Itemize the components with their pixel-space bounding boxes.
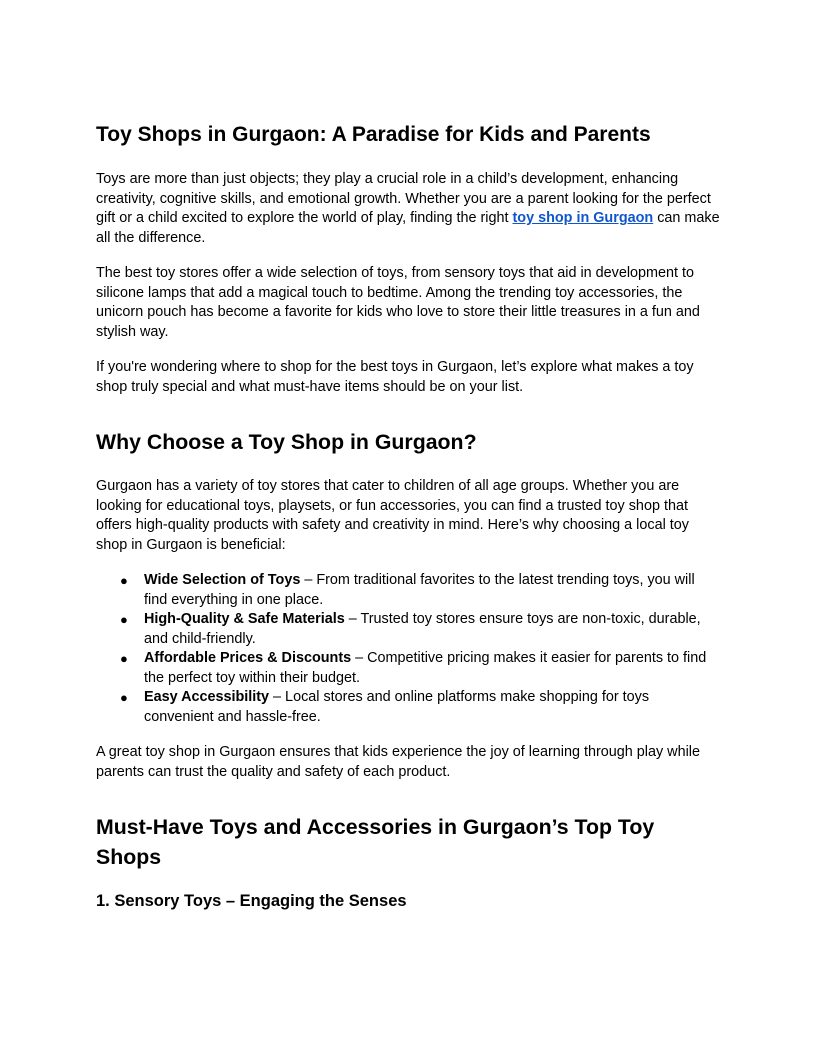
section-heading-why: Why Choose a Toy Shop in Gurgaon? (96, 430, 477, 454)
intro-text-after-link: can make all the difference. (96, 210, 720, 246)
list-item-text: – From traditional favorites to the latest trending toys, you will find everything in one place. (144, 572, 695, 608)
bullet-icon: ● (120, 612, 128, 627)
list-item (120, 610, 720, 649)
list-item (120, 571, 720, 610)
list-item-title: Affordable Prices & Discounts (144, 650, 352, 666)
intro-paragraph-1 (96, 170, 720, 248)
list-item-title: High-Quality & Safe Materials (144, 611, 345, 627)
bullet-icon: ● (120, 690, 128, 705)
intro-paragraph-3: If you're wondering where to shop for the best toys in Gurgaon, let’s explore what makes a toy shop truly special and what must-have items should be on your list. (96, 359, 694, 395)
list-item (120, 649, 720, 688)
list-item-text: – Competitive pricing makes it easier for parents to find the perfect toy within their budget. (144, 650, 707, 686)
list-item-title: Wide Selection of Toys (144, 572, 301, 588)
benefits-list (120, 571, 720, 727)
toy-shop-link[interactable]: toy shop in Gurgaon (512, 210, 654, 226)
document-content (96, 112, 720, 912)
why-paragraph-1: Gurgaon has a variety of toy stores that cater to children of all age groups. Whether you are looking for educational toys, playsets, or fun accessories, you can find a trusted toy shop that offers high-quality products with safety and creativity in mind. Here’s why choosing a local toy shop in Gurgaon is beneficial: (96, 478, 689, 553)
list-item (120, 688, 720, 727)
subheading-sensory-toys: 1. Sensory Toys – Engaging the Senses (96, 892, 407, 910)
section-heading-musthave: Must-Have Toys and Accessories in Gurgaon’s Top Toy Shops (96, 815, 655, 869)
list-item-title: Easy Accessibility (144, 689, 270, 705)
list-item-text: – Local stores and online platforms make shopping for toys convenient and hassle-free. (144, 689, 650, 725)
why-paragraph-2: A great toy shop in Gurgaon ensures that kids experience the joy of learning through play while parents can trust the quality and safety of each product. (96, 744, 700, 780)
bullet-icon: ● (120, 651, 128, 666)
page-title: Toy Shops in Gurgaon: A Paradise for Kids and Parents (96, 123, 651, 146)
intro-text-before-link: Toys are more than just objects; they play a crucial role in a child’s development, enhancing creativity, cognitive skills, and emotional growth. Whether you are a parent looking for the perfect gift or a child excited to explore the world of play, finding the right (96, 171, 711, 226)
bullet-icon: ● (120, 573, 128, 588)
intro-paragraph-2: The best toy stores offer a wide selection of toys, from sensory toys that aid in development to silicone lamps that add a magical touch to bedtime. Among the trending toy accessories, the unicorn pouch has become a favorite for kids who love to store their little treasures in a fun and stylish way. (96, 265, 700, 340)
list-item-text: – Trusted toy stores ensure toys are non-toxic, durable, and child-friendly. (144, 611, 701, 647)
